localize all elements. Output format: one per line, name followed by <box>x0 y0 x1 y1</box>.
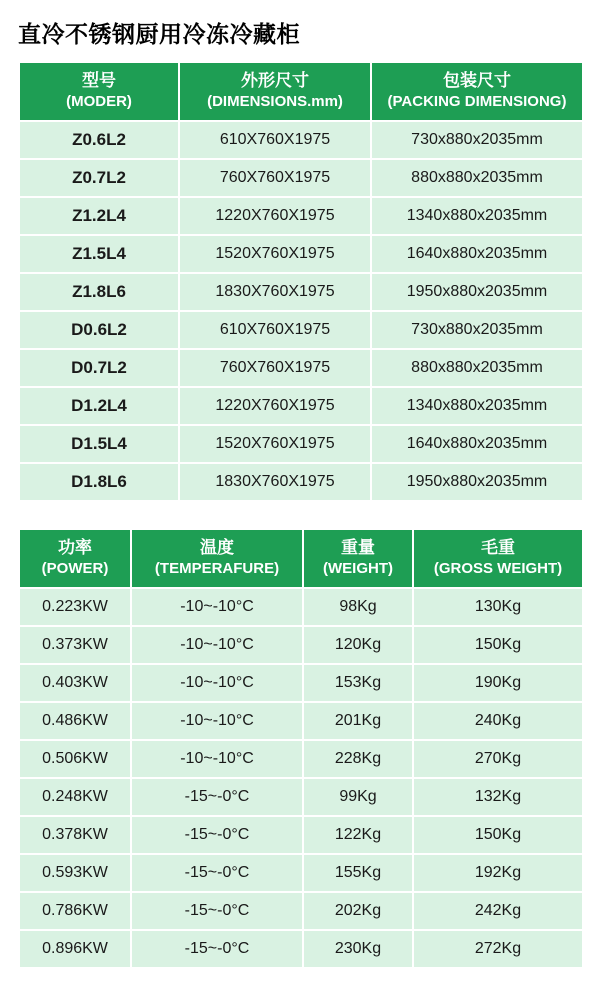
cell-model: Z1.5L4 <box>19 235 179 273</box>
table-row <box>19 387 583 425</box>
column-header-packing-en: (PACKING DIMENSIONG) <box>387 93 567 111</box>
cell-weight: 202Kg <box>303 892 413 930</box>
cell-weight: 201Kg <box>303 702 413 740</box>
column-header-packing <box>371 62 583 121</box>
table-row <box>19 740 583 778</box>
table-row <box>19 235 583 273</box>
cell-gross-weight: 130Kg <box>413 588 583 626</box>
cell-weight: 98Kg <box>303 588 413 626</box>
table-row <box>19 273 583 311</box>
column-header-power-cn: 功率 <box>58 538 92 558</box>
cell-dimensions: 610X760X1975 <box>179 121 371 159</box>
cell-temperature: -15~-0°C <box>131 778 303 816</box>
table-row <box>19 892 583 930</box>
table-header-row <box>19 529 583 588</box>
column-header-temperature <box>131 529 303 588</box>
cell-gross-weight: 190Kg <box>413 664 583 702</box>
bottom-spacer <box>18 969 582 983</box>
cell-dimensions: 1220X760X1975 <box>179 387 371 425</box>
cell-gross-weight: 132Kg <box>413 778 583 816</box>
table-row <box>19 816 583 854</box>
cell-gross-weight: 150Kg <box>413 626 583 664</box>
cell-dimensions: 1830X760X1975 <box>179 463 371 501</box>
table-row <box>19 588 583 626</box>
cell-packing: 1640x880x2035mm <box>371 425 583 463</box>
column-header-gross-weight <box>413 529 583 588</box>
cell-gross-weight: 192Kg <box>413 854 583 892</box>
column-header-model-cn: 型号 <box>82 71 116 91</box>
cell-model: D1.5L4 <box>19 425 179 463</box>
cell-power: 0.486KW <box>19 702 131 740</box>
cell-power: 0.378KW <box>19 816 131 854</box>
cell-dimensions: 1830X760X1975 <box>179 273 371 311</box>
column-header-weight-en: (WEIGHT) <box>323 559 393 577</box>
cell-model: D1.8L6 <box>19 463 179 501</box>
cell-dimensions: 760X760X1975 <box>179 159 371 197</box>
cell-packing: 730x880x2035mm <box>371 121 583 159</box>
table-row <box>19 425 583 463</box>
cell-temperature: -10~-10°C <box>131 740 303 778</box>
cell-temperature: -10~-10°C <box>131 664 303 702</box>
cell-temperature: -10~-10°C <box>131 588 303 626</box>
table-row <box>19 197 583 235</box>
table-row <box>19 702 583 740</box>
cell-model: Z1.8L6 <box>19 273 179 311</box>
column-header-model-en: (MODER) <box>66 93 132 111</box>
cell-weight: 99Kg <box>303 778 413 816</box>
cell-weight: 122Kg <box>303 816 413 854</box>
cell-model: Z1.2L4 <box>19 197 179 235</box>
column-header-temperature-en: (TEMPERAFURE) <box>154 559 280 577</box>
cell-temperature: -10~-10°C <box>131 702 303 740</box>
table-row <box>19 854 583 892</box>
dimensions-table <box>18 61 584 502</box>
table-row <box>19 311 583 349</box>
cell-weight: 230Kg <box>303 930 413 968</box>
cell-temperature: -15~-0°C <box>131 892 303 930</box>
table-row <box>19 626 583 664</box>
column-header-weight-cn: 重量 <box>341 538 375 558</box>
cell-power: 0.373KW <box>19 626 131 664</box>
cell-power: 0.248KW <box>19 778 131 816</box>
table-row <box>19 463 583 501</box>
table-row <box>19 121 583 159</box>
table-row <box>19 349 583 387</box>
cell-dimensions: 1520X760X1975 <box>179 235 371 273</box>
cell-weight: 153Kg <box>303 664 413 702</box>
page-title: 直冷不锈钢厨用冷冻冷藏柜 <box>18 21 300 47</box>
cell-power: 0.223KW <box>19 588 131 626</box>
table-header-row <box>19 62 583 121</box>
cell-weight: 228Kg <box>303 740 413 778</box>
cell-gross-weight: 242Kg <box>413 892 583 930</box>
column-header-dimensions-en: (DIMENSIONS.mm) <box>207 93 343 111</box>
cell-packing: 1950x880x2035mm <box>371 273 583 311</box>
column-header-power <box>19 529 131 588</box>
cell-temperature: -10~-10°C <box>131 626 303 664</box>
cell-gross-weight: 272Kg <box>413 930 583 968</box>
cell-dimensions: 610X760X1975 <box>179 311 371 349</box>
column-header-gross-weight-cn: 毛重 <box>481 538 515 558</box>
column-header-dimensions <box>179 62 371 121</box>
cell-dimensions: 1220X760X1975 <box>179 197 371 235</box>
cell-temperature: -15~-0°C <box>131 930 303 968</box>
cell-gross-weight: 240Kg <box>413 702 583 740</box>
cell-dimensions: 1520X760X1975 <box>179 425 371 463</box>
column-header-packing-cn: 包装尺寸 <box>443 71 511 91</box>
cell-dimensions: 760X760X1975 <box>179 349 371 387</box>
performance-table <box>18 528 584 969</box>
table-row <box>19 664 583 702</box>
column-header-weight <box>303 529 413 588</box>
cell-gross-weight: 150Kg <box>413 816 583 854</box>
column-header-model <box>19 62 179 121</box>
cell-power: 0.896KW <box>19 930 131 968</box>
cell-weight: 120Kg <box>303 626 413 664</box>
column-header-gross-weight-en: (GROSS WEIGHT) <box>433 559 563 577</box>
cell-packing: 880x880x2035mm <box>371 349 583 387</box>
cell-model: Z0.7L2 <box>19 159 179 197</box>
column-header-power-en: (POWER) <box>41 559 109 577</box>
cell-temperature: -15~-0°C <box>131 854 303 892</box>
cell-packing: 880x880x2035mm <box>371 159 583 197</box>
table-row <box>19 159 583 197</box>
cell-packing: 730x880x2035mm <box>371 311 583 349</box>
cell-model: D1.2L4 <box>19 387 179 425</box>
cell-power: 0.593KW <box>19 854 131 892</box>
cell-model: D0.7L2 <box>19 349 179 387</box>
cell-packing: 1340x880x2035mm <box>371 387 583 425</box>
cell-packing: 1640x880x2035mm <box>371 235 583 273</box>
cell-power: 0.506KW <box>19 740 131 778</box>
cell-power: 0.403KW <box>19 664 131 702</box>
cell-packing: 1950x880x2035mm <box>371 463 583 501</box>
cell-temperature: -15~-0°C <box>131 816 303 854</box>
cell-weight: 155Kg <box>303 854 413 892</box>
table-row <box>19 778 583 816</box>
cell-power: 0.786KW <box>19 892 131 930</box>
cell-model: Z0.6L2 <box>19 121 179 159</box>
cell-model: D0.6L2 <box>19 311 179 349</box>
column-header-dimensions-cn: 外形尺寸 <box>241 71 309 91</box>
cell-packing: 1340x880x2035mm <box>371 197 583 235</box>
table-row <box>19 930 583 968</box>
table-spacer <box>18 502 582 528</box>
column-header-temperature-cn: 温度 <box>200 538 234 558</box>
cell-gross-weight: 270Kg <box>413 740 583 778</box>
